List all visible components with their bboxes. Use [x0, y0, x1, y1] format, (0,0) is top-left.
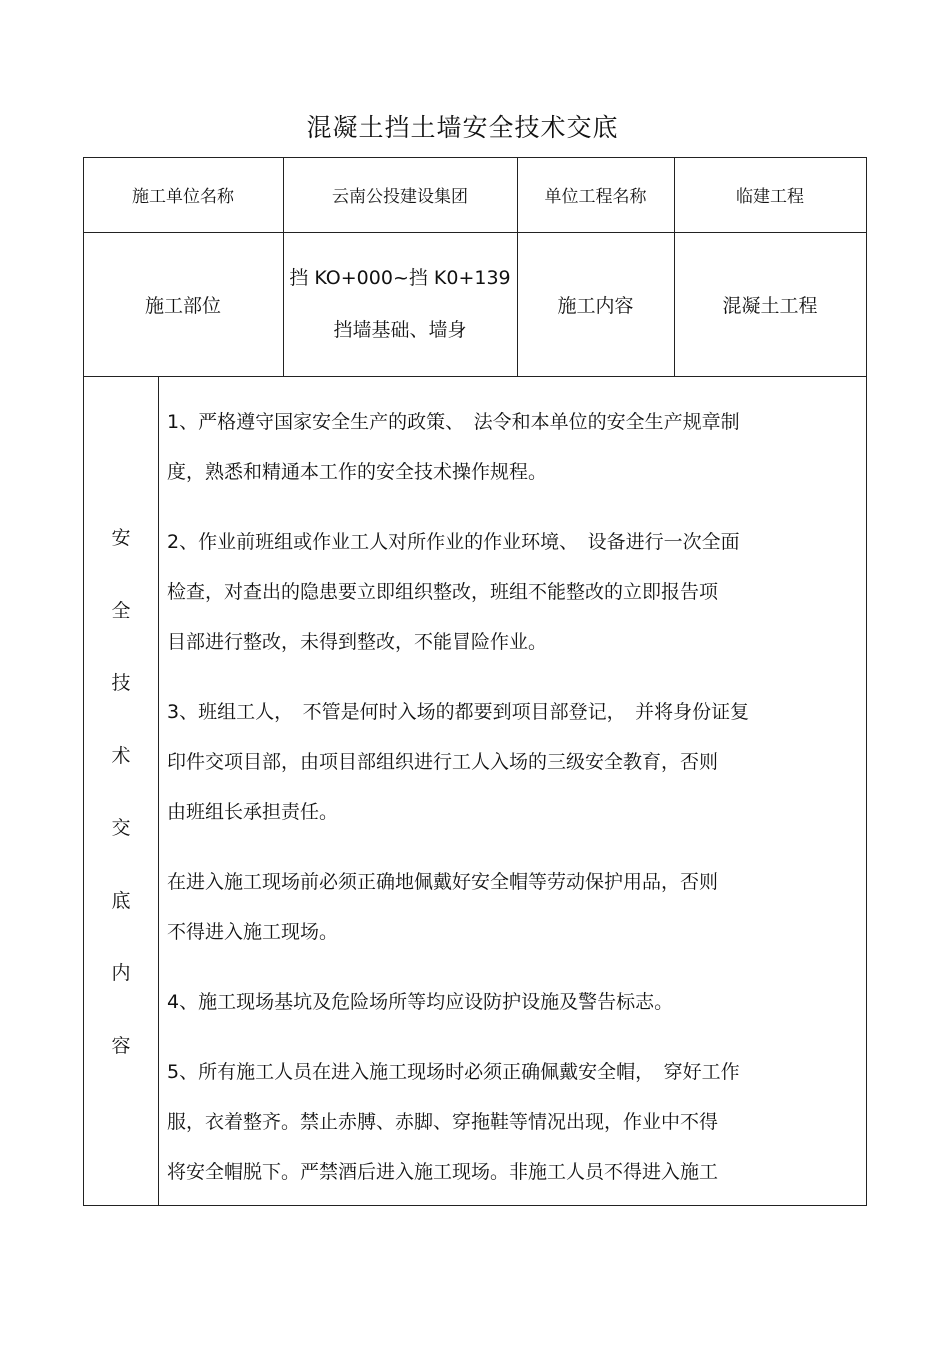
side-label-char: 底 — [111, 889, 131, 912]
side-label-char: 术 — [111, 744, 131, 767]
paragraph — [167, 397, 827, 497]
project-name-label: 单位工程名称 — [544, 187, 647, 207]
paragraph — [167, 977, 827, 1027]
paragraph-line: 4、施工现场基坑及危险场所等均应设防护设施及警告标志。 — [167, 991, 674, 1013]
side-label-char: 内 — [111, 962, 131, 984]
construction-content-label: 施工内容 — [557, 294, 634, 317]
disclosure-table — [83, 157, 867, 1206]
paragraph — [167, 857, 827, 957]
paragraph-line: 5、所有施工人员在进入施工现场时必须正确佩戴安全帽， 穿好工作 — [167, 1061, 740, 1083]
construction-part-value — [283, 232, 517, 376]
paragraph-line: 目部进行整改，未得到整改，不能冒险作业。 — [167, 631, 548, 653]
paragraph — [167, 687, 827, 837]
construction-part-line-1: 挡 KO+000~挡 K0+139 — [289, 267, 511, 289]
document-title: 混凝土挡土墙安全技术交底 — [306, 113, 619, 142]
paragraph-line: 2、作业前班组或作业工人对所作业的作业环境、 设备进行一次全面 — [167, 531, 740, 553]
unit-name-value: 云南公投建设集团 — [332, 187, 468, 207]
project-name-value: 临建工程 — [736, 187, 804, 207]
paragraph-line: 不得进入施工现场。 — [167, 921, 339, 943]
construction-content-value: 混凝土工程 — [722, 294, 818, 317]
side-label-char: 交 — [111, 817, 131, 839]
table-border-right — [866, 157, 867, 1206]
unit-name-label: 施工单位名称 — [132, 187, 234, 207]
side-label-char: 技 — [111, 672, 131, 694]
disclosure-content — [167, 397, 827, 1217]
paragraph-line: 在进入施工现场前必须正确地佩戴好安全帽等劳动保护用品，否则 — [167, 871, 719, 893]
paragraph-line: 由班组长承担责任。 — [167, 801, 339, 823]
side-label-char: 安 — [111, 527, 131, 549]
side-label-char: 容 — [111, 1034, 131, 1057]
paragraph-line: 服，衣着整齐。禁止赤膊、赤脚、穿拖鞋等情况出现，作业中不得 — [167, 1111, 719, 1133]
construction-part-label: 施工部位 — [144, 294, 221, 317]
table-row-divider — [83, 376, 867, 377]
paragraph-line: 度，熟悉和精通本工作的安全技术操作规程。 — [167, 461, 548, 483]
side-label-char: 全 — [111, 599, 131, 622]
paragraph — [167, 1047, 827, 1197]
paragraph-line: 印件交项目部，由项目部组织进行工人入场的三级安全教育，否则 — [167, 751, 719, 773]
paragraph-line: 将安全帽脱下。严禁酒后进入施工现场。非施工人员不得进入施工 — [167, 1161, 719, 1183]
paragraph-line: 检查，对查出的隐患要立即组织整改，班组不能整改的立即报告项 — [167, 581, 719, 603]
paragraph — [167, 517, 827, 667]
paragraph-line: 3、班组工人， 不管是何时入场的都要到项目部登记， 并将身份证复 — [167, 701, 750, 723]
construction-part-line-2: 挡墙基础、墙身 — [333, 319, 467, 341]
disclosure-side-label — [83, 502, 159, 1082]
paragraph-line: 1、严格遵守国家安全生产的政策、 法令和本单位的安全生产规章制 — [167, 411, 740, 433]
